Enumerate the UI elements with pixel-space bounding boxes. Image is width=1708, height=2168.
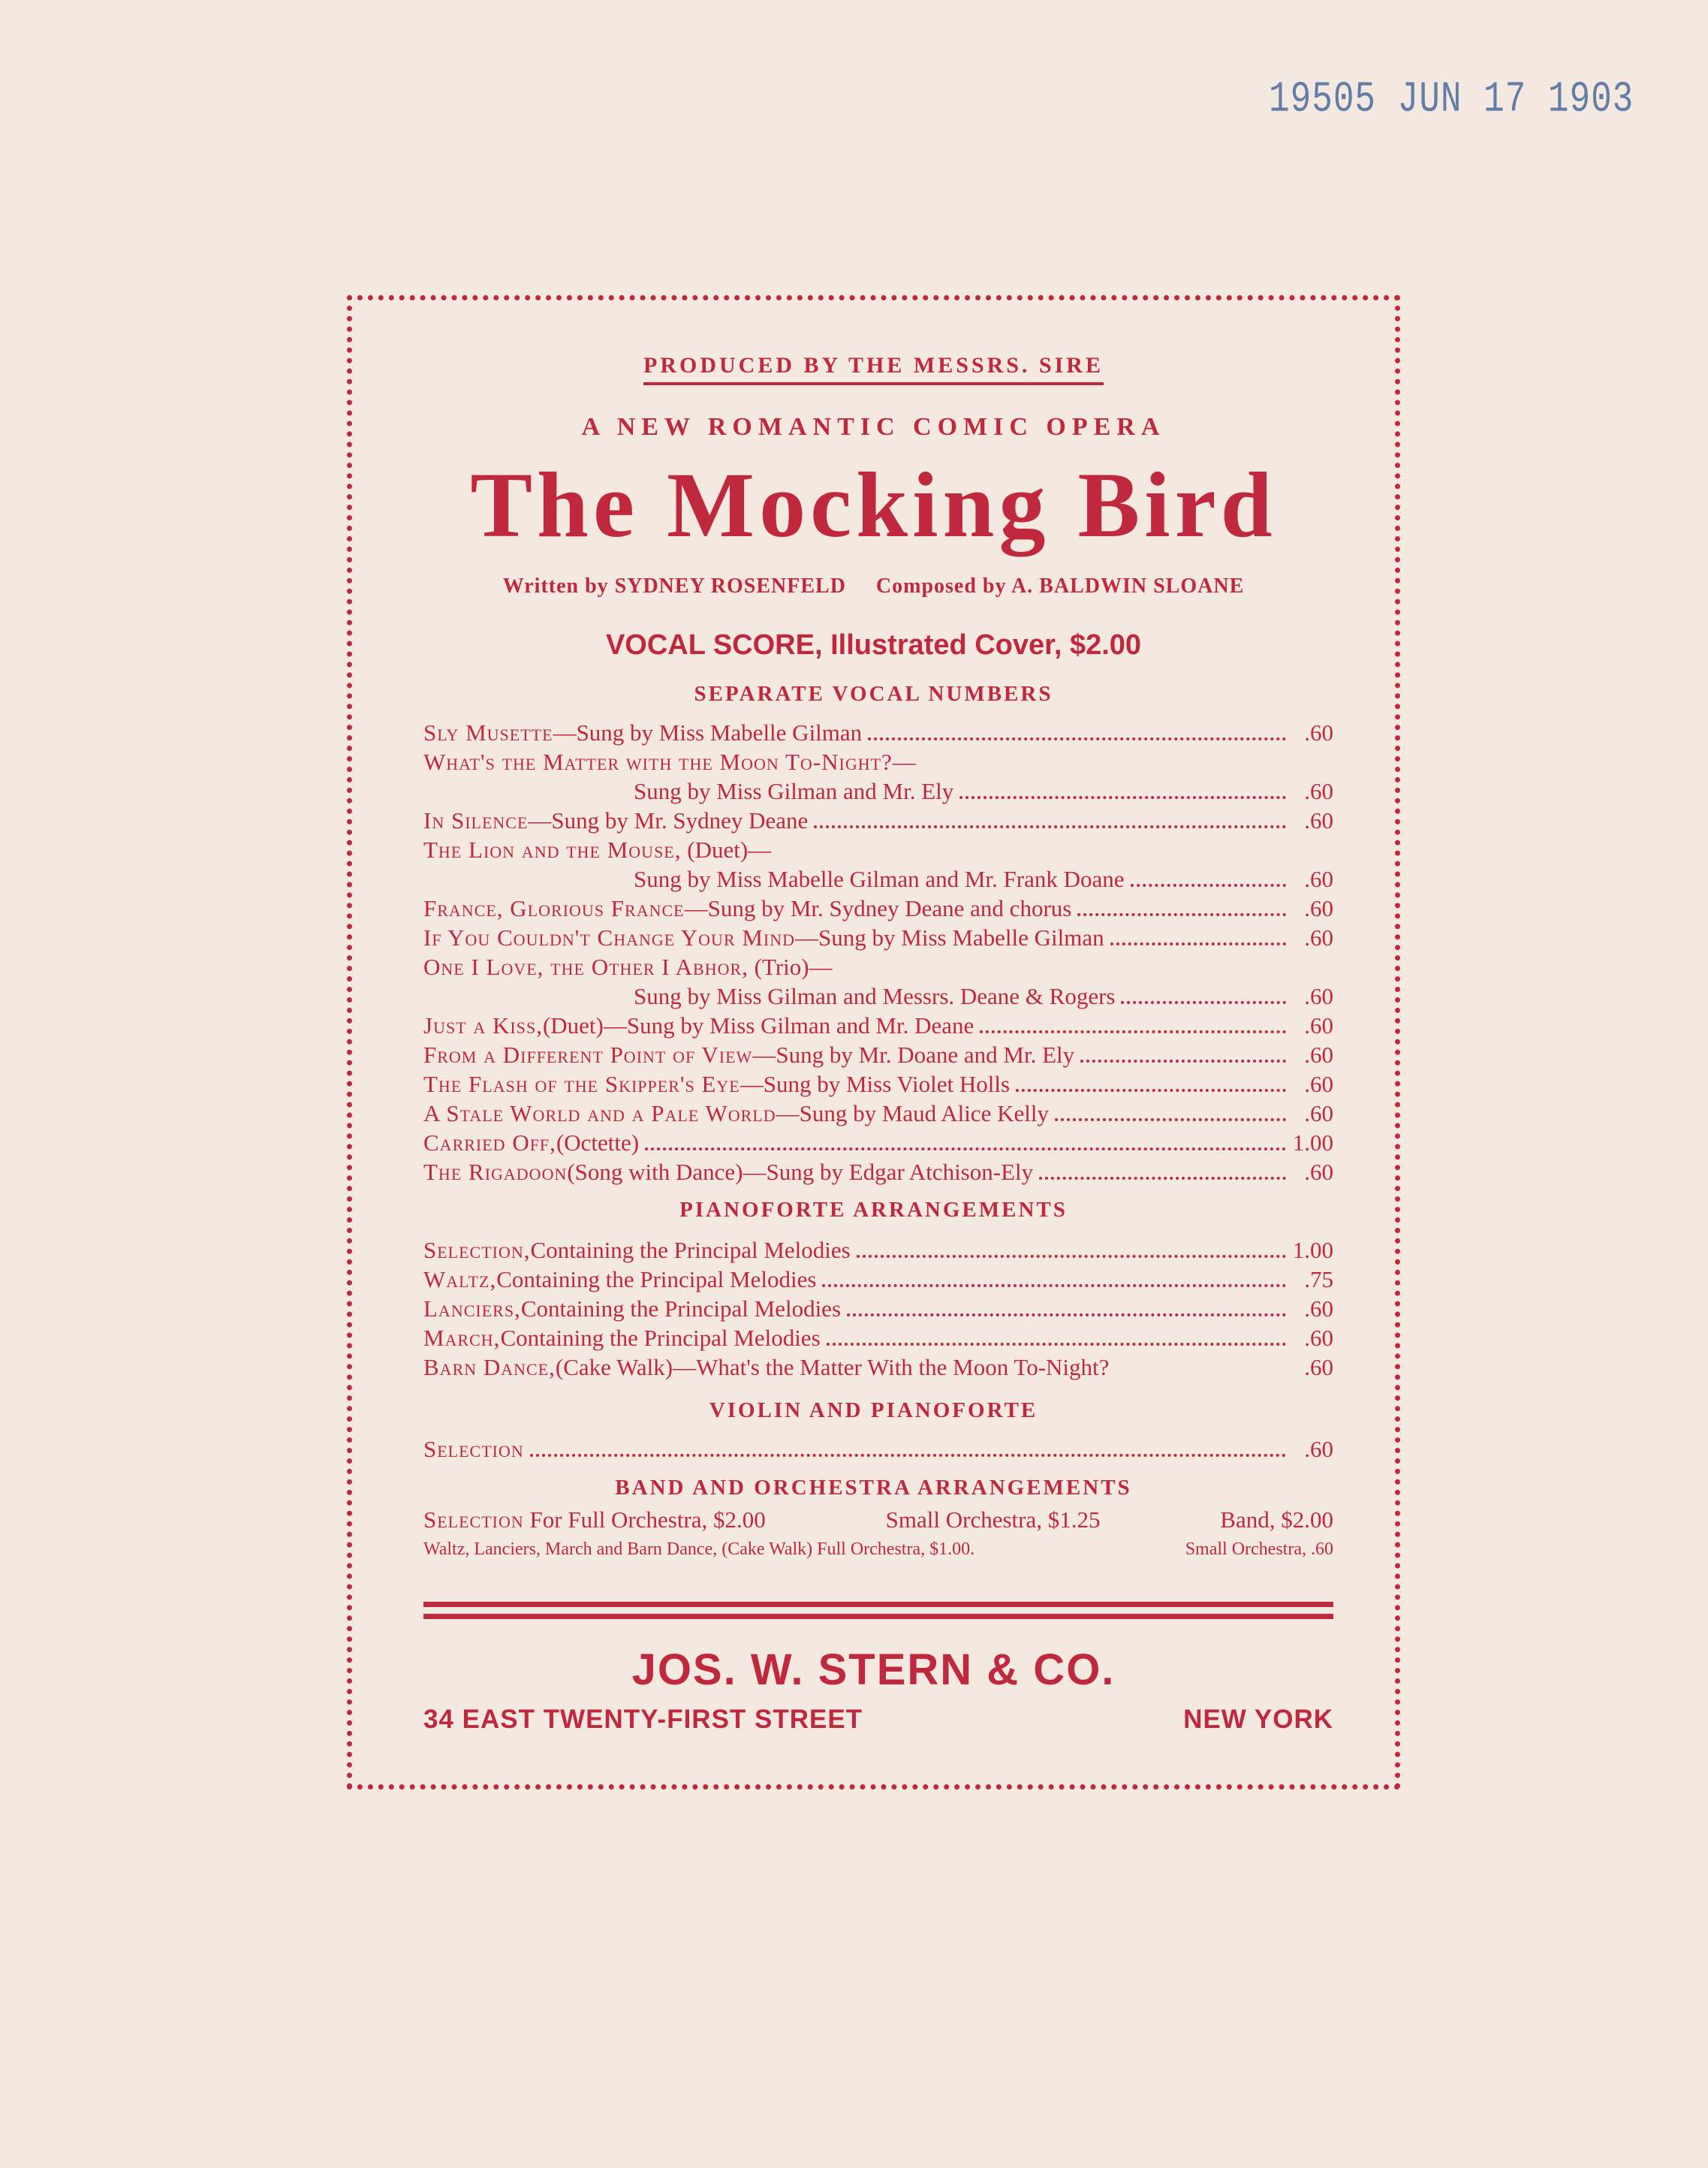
writer-credit: Written by SYDNEY ROSENFELD [502,574,846,598]
violin-heading: VIOLIN AND PIANOFORTE [709,1398,1038,1422]
city: NEW YORK [1183,1705,1333,1734]
list-item: One I Love, the Other I Abhor, (Trio)— Sung by Miss Gilman and Messrs. Deane & Rogers .60 [423,954,1333,1009]
vocal-numbers-heading: SEPARATE VOCAL NUMBERS [694,682,1053,706]
list-item: France, Glorious France —Sung by Mr. Sydney Deane and chorus .60 [423,895,1333,921]
band-heading: BAND AND ORCHESTRA ARRANGEMENTS [615,1476,1132,1500]
list-item: March, Containing the Principal Melodies .60 [423,1325,1333,1351]
list-item: Just a Kiss, (Duet)—Sung by Miss Gilman and Mr. Deane .60 [423,1012,1333,1039]
list-item: The Lion and the Mouse, (Duet)— Sung by Miss Mabelle Gilman and Mr. Frank Doane .60 [423,837,1333,892]
list-item: In Silence —Sung by Mr. Sydney Deane .60 [423,807,1333,834]
opera-title: The Mocking Bird [470,454,1277,556]
credits-line [352,574,1395,599]
list-item: Selection .60 [423,1436,1333,1462]
list-item: From a Different Point of View —Sung by Mr. Doane and Mr. Ely .60 [423,1042,1333,1068]
opera-subtitle: A NEW ROMANTIC COMIC OPERA [581,413,1166,441]
list-item: What's the Matter with the Moon To-Night?— Sung by Miss Gilman and Mr. Ely .60 [423,749,1333,804]
receipt-date-stamp: 19505 JUN 17 1903 [1269,75,1634,124]
produced-by-line: PRODUCED BY THE MESSRS. SIRE [352,353,1395,378]
list-item: Carried Off, (Octette) 1.00 [423,1129,1333,1156]
vocal-score-heading: VOCAL SCORE, Illustrated Cover, $2.00 [605,629,1142,661]
publisher-address [423,1705,1333,1735]
list-item: Barn Dance, (Cake Walk)—What's the Matter With the Moon To-Night? .60 [423,1354,1333,1380]
band-selection-row: Selection For Full Orchestra, $2.00 Small Orchestra, $1.25 Band, $2.00 [423,1506,1333,1533]
list-item: The Rigadoon (Song with Dance)—Sung by Edgar Atchison-Ely .60 [423,1159,1333,1185]
violin-list [423,1434,1333,1464]
list-item: Selection, Containing the Principal Melodies 1.00 [423,1237,1333,1263]
divider [423,1614,1333,1619]
list-item: The Flash of the Skipper's Eye —Sung by Miss Violet Holls .60 [423,1071,1333,1097]
list-item: If You Couldn't Change Your Mind —Sung by Miss Mabelle Gilman .60 [423,924,1333,951]
small-orchestra-price: Small Orchestra, $1.25 [885,1506,1101,1533]
band-price: Band, $2.00 [1220,1506,1333,1533]
pianoforte-heading: PIANOFORTE ARRANGEMENTS [679,1198,1068,1222]
list-item: Lanciers, Containing the Principal Melodies .60 [423,1295,1333,1322]
street-address: 34 EAST TWENTY-FIRST STREET [423,1705,863,1734]
advertisement-frame [347,295,1400,1790]
list-item: Sly Musette —Sung by Miss Mabelle Gilman .60 [423,719,1333,746]
vocal-numbers-list [423,718,1333,1187]
list-item: Waltz, Containing the Principal Melodies .75 [423,1266,1333,1292]
list-item: A Stale World and a Pale World —Sung by Maud Alice Kelly .60 [423,1100,1333,1126]
composer-credit: Composed by A. BALDWIN SLOANE [875,574,1245,598]
divider [423,1602,1333,1607]
publisher-name: JOS. W. STERN & CO. [631,1645,1116,1694]
pianoforte-list [423,1235,1333,1382]
band-dances-row: Waltz, Lanciers, March and Barn Dance, (Cake Walk) Full Orchestra, $1.00. Small Orchestra, .60 [423,1539,1333,1559]
